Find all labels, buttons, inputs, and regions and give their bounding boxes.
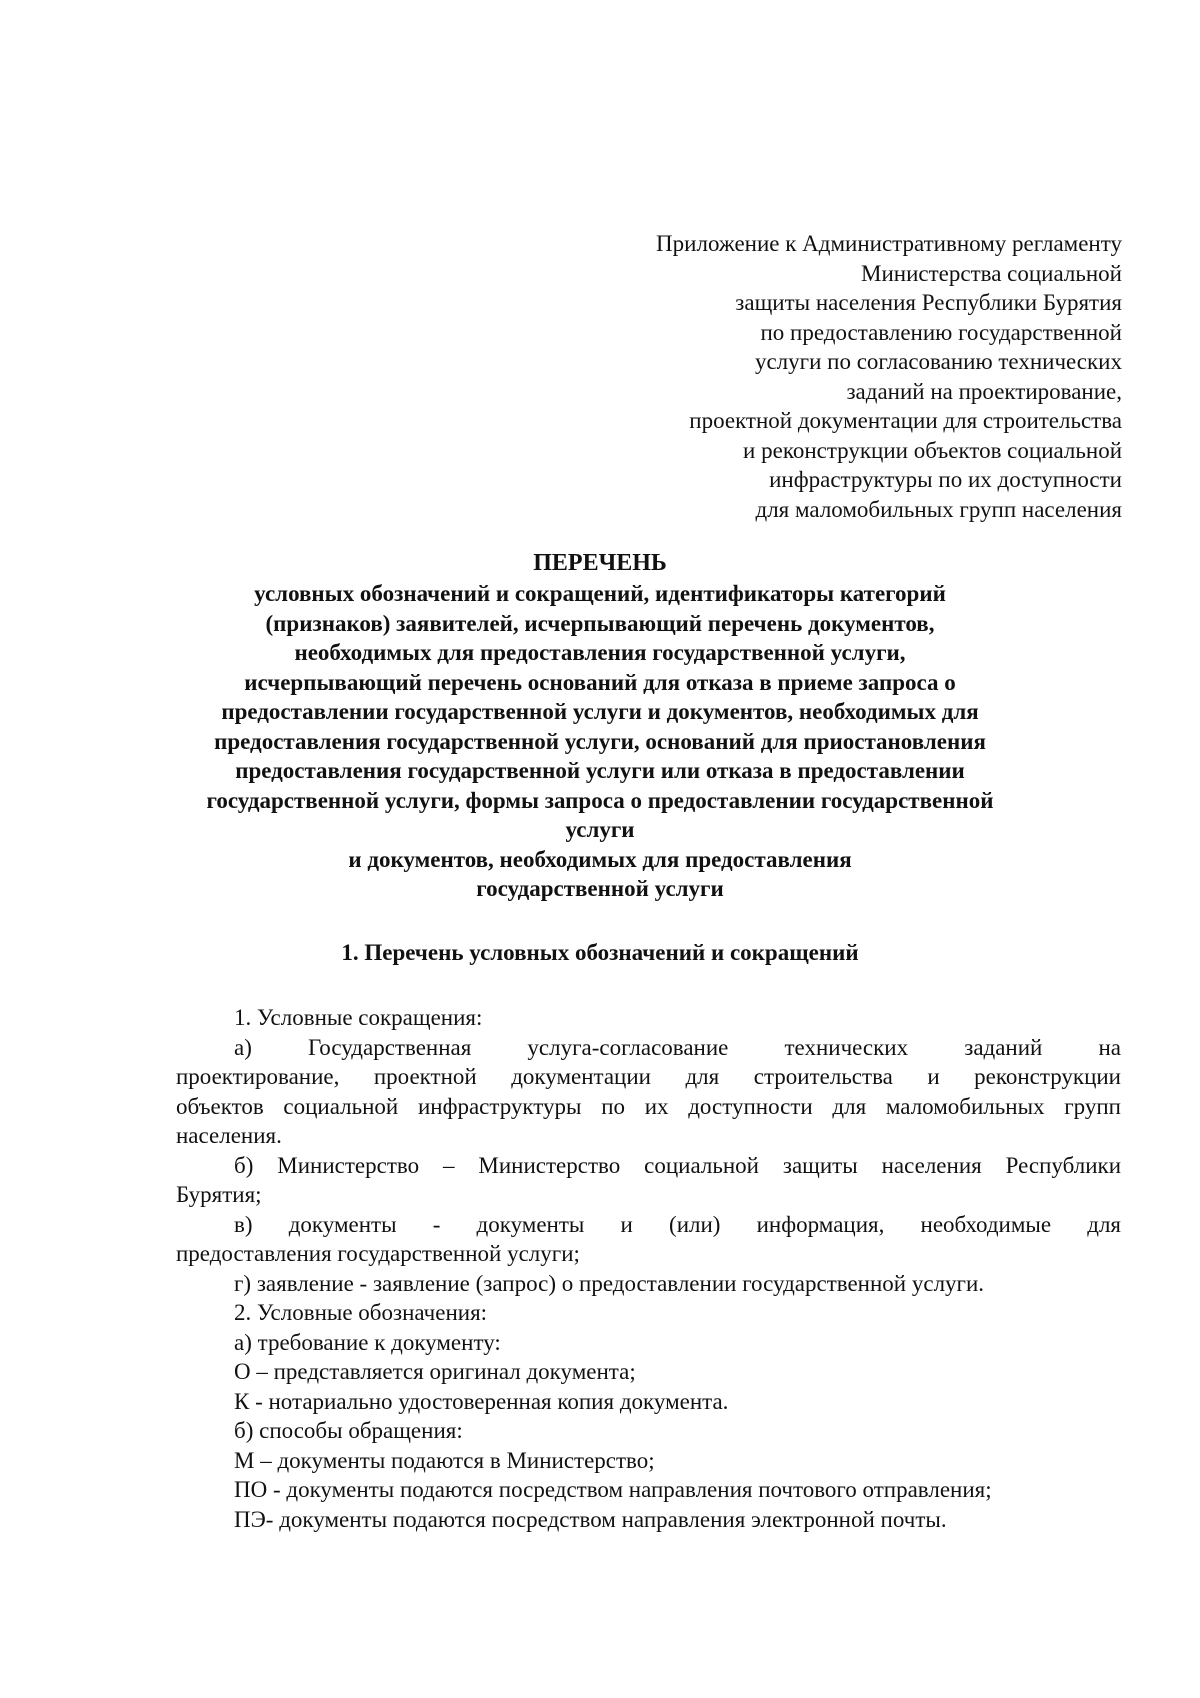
title-line: и документов, необходимых для предоставления	[348, 846, 852, 872]
paragraph-line: ПЭ- документы подаются посредством направления электронной почты.	[234, 1506, 947, 1532]
paragraph-line: г) заявление - заявление (запрос) о предоставлении государственной услуги.	[234, 1270, 985, 1296]
paragraph-line: а) требование к документу:	[234, 1329, 501, 1355]
paragraph-line: а) Государственная услуга-согласование технических заданий на	[234, 1034, 1121, 1060]
section-heading: 1. Перечень условных обозначений и сокращений	[341, 940, 859, 965]
paragraph-line: объектов социальной инфраструктуры по их доступности для маломобильных групп	[176, 1093, 1121, 1119]
paragraph-line: ПО - документы подаются посредством направления почтового отправления;	[234, 1477, 992, 1502]
paragraph-line: проектирование, проектной документации для строительства и реконструкции	[176, 1064, 1121, 1089]
appendix-line: проектной документации для строительства	[689, 408, 1122, 433]
paragraph-line: предоставления государственной услуги;	[176, 1241, 580, 1266]
appendix-line: и реконструкции объектов социальной	[743, 437, 1122, 463]
paragraph-line: 2. Условные обозначения:	[234, 1300, 488, 1325]
paragraph-line: Бурятия;	[176, 1182, 262, 1207]
appendix-line: Приложение к Административному регламенту	[656, 231, 1122, 256]
paragraph-line: б) способы обращения:	[234, 1418, 463, 1443]
paragraph-line: О – представляется оригинал документа;	[234, 1359, 636, 1384]
title-heading: ПЕРЕЧЕНЬ	[533, 550, 667, 576]
paragraph-line: М – документы подаются в Министерство;	[234, 1447, 655, 1473]
title-line: государственной услуги, формы запроса о предоставлении государственной	[206, 787, 994, 813]
appendix-line: для маломобильных групп населения	[755, 496, 1122, 522]
title-line: услуги	[565, 817, 635, 842]
appendix-header	[562, 229, 1122, 524]
title-line: предоставления государственной услуги или отказа в предоставлении	[235, 758, 965, 783]
paragraph-line: б) Министерство – Министерство социальной защиты населения Республики	[234, 1152, 1121, 1178]
appendix-line: услуги по согласованию технических	[754, 349, 1122, 374]
appendix-line: защиты населения Республики Бурятия	[735, 290, 1122, 315]
paragraph-line: К - нотариально удостоверенная копия документа.	[234, 1388, 729, 1414]
paragraph-line: в) документы - документы и (или) информация, необходимые для	[234, 1211, 1121, 1237]
body-text	[176, 1003, 1121, 1534]
paragraph-line: 1. Условные сокращения:	[234, 1005, 483, 1030]
appendix-line: по предоставлению государственной	[760, 319, 1122, 345]
paragraph-line: населения.	[176, 1123, 282, 1148]
document-title	[170, 547, 1030, 904]
title-line: необходимых для предоставления государственной услуги,	[294, 640, 906, 665]
appendix-line: инфраструктуры по их доступности	[769, 467, 1122, 492]
title-line: предоставлении государственной услуги и документов, необходимых для	[221, 699, 979, 724]
title-line: (признаков) заявителей, исчерпывающий перечень документов,	[265, 610, 935, 636]
title-line: государственной услуги	[476, 876, 724, 901]
appendix-line: Министерства социальной	[861, 260, 1122, 286]
title-line: условных обозначений и сокращений, идентификаторы категорий	[254, 581, 946, 606]
title-line: исчерпывающий перечень оснований для отказа в приеме запроса о	[244, 669, 956, 695]
title-line: предоставления государственной услуги, оснований для приостановления	[214, 728, 986, 754]
appendix-line: заданий на проектирование,	[846, 378, 1122, 404]
